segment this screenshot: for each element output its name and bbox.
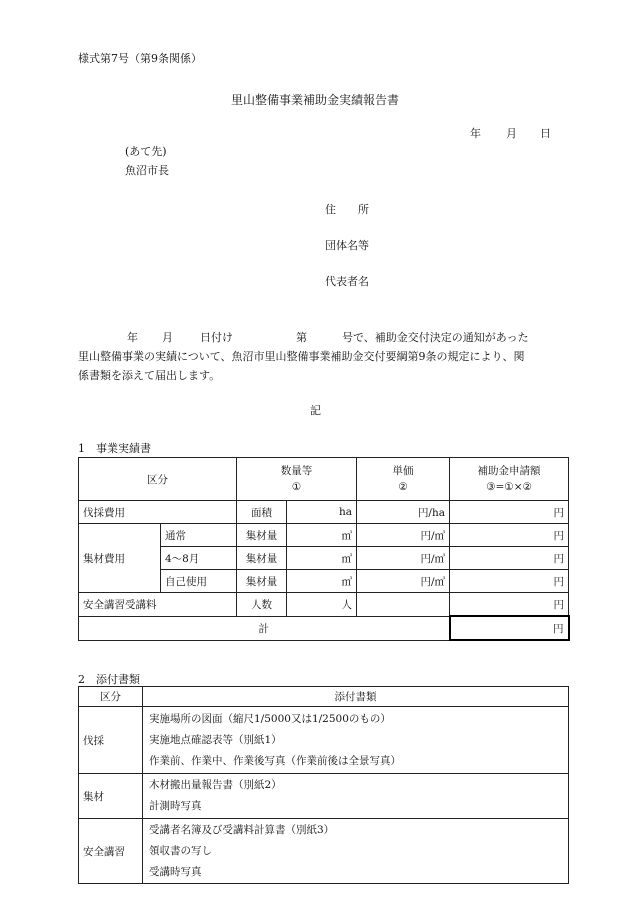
safety-unit: 人 (287, 593, 357, 617)
body-line3: 係書類を添えて届出します。 (78, 369, 221, 382)
collection-price-unit: 円/㎥ (357, 570, 450, 593)
collection-sub: 自己使用 (161, 570, 237, 593)
attach-header-category: 区分 (79, 687, 143, 707)
collection-item: 集材量 (237, 524, 287, 547)
attach-group-label: 伐採 (79, 707, 143, 774)
attach-doc: 領収書の写し (149, 844, 212, 857)
header-unit-price (357, 458, 450, 501)
safety-item: 人数 (237, 593, 287, 617)
body-line2: 里山整備事業の実績について、魚沼市里山整備事業補助金交付要綱第9条の規定により、関 (78, 350, 525, 363)
attach-doc: 実施場所の図面（縮尺1/5000又は1/2500のもの） (149, 712, 391, 725)
collection-price-unit: 円/㎥ (357, 524, 450, 547)
collection-item: 集材量 (237, 547, 287, 570)
attach-doc: 作業前、作業中、作業後写真（作業前後は全景写真） (149, 754, 401, 767)
collection-sub: 通常 (161, 524, 237, 547)
date-month-label: 月 (506, 127, 517, 140)
logging-yen: 円 (450, 501, 569, 524)
safety-price-empty (357, 593, 450, 617)
collection-yen: 円 (450, 547, 569, 570)
logging-unit: ha (287, 501, 357, 524)
row-safety (79, 593, 569, 617)
address-label: 住 所 (325, 203, 369, 216)
collection-item: 集材量 (237, 570, 287, 593)
attach-group-collection (79, 774, 569, 819)
row-collection-normal (79, 524, 569, 547)
header-quantity-number: ① (291, 481, 302, 493)
attach-group-docs (143, 819, 569, 884)
collection-unit: ㎥ (287, 547, 357, 570)
attach-group-docs (143, 707, 569, 774)
addressee-name: 魚沼市長 (125, 164, 169, 177)
collection-yen: 円 (450, 524, 569, 547)
body-number-prefix: 第 (296, 331, 307, 344)
attach-doc: 受講時写真 (149, 865, 202, 878)
logging-item: 面積 (237, 501, 287, 524)
logging-price-unit: 円/ha (357, 501, 450, 524)
section2-heading: 2 添付書類 (78, 673, 140, 686)
body-year: 年 (127, 331, 138, 344)
row-total (79, 616, 569, 640)
results-table (78, 457, 570, 641)
attach-group-label: 安全講習 (79, 819, 143, 884)
attach-doc: 木材搬出量報告書（別紙2） (149, 779, 282, 791)
date-year-label: 年 (470, 127, 481, 140)
header-unit-price-label: 単価 (392, 465, 414, 477)
attachments-header-row (79, 687, 569, 707)
section1-heading: 1 事業実績書 (78, 442, 151, 455)
attach-group-docs (143, 774, 569, 819)
safety-yen: 円 (450, 593, 569, 617)
body-day-suffix: 日付け (200, 331, 233, 344)
ki-heading: 記 (310, 404, 321, 417)
total-label: 計 (79, 616, 450, 640)
collection-label: 集材費用 (79, 524, 161, 593)
representative-label: 代表者名 (325, 275, 369, 288)
safety-label: 安全講習受講料 (79, 593, 237, 617)
header-quantity (237, 458, 357, 501)
body-line1-rest: 号で、補助金交付決定の通知があった (342, 331, 529, 344)
attach-group-label: 集材 (79, 774, 143, 819)
document-title: 里山整備事業補助金実績報告書 (230, 93, 399, 107)
results-header-row (79, 458, 569, 501)
header-subsidy (450, 458, 569, 501)
header-unit-price-number: ② (398, 481, 408, 493)
attach-group-safety (79, 819, 569, 884)
row-logging (79, 501, 569, 524)
date-day-label: 日 (540, 127, 551, 140)
attach-doc: 計測時写真 (149, 800, 202, 812)
header-subsidy-formula: ③=①×② (486, 481, 532, 493)
collection-yen: 円 (450, 570, 569, 593)
form-number: 様式第7号（第9条関係） (78, 52, 202, 65)
org-name-label: 団体名等 (325, 239, 369, 252)
attach-doc: 受講者名簿及び受講料計算書（別紙3） (149, 823, 335, 836)
collection-unit: ㎥ (287, 524, 357, 547)
addressee-label: (あて先) (125, 145, 167, 158)
attach-header-docs: 添付書類 (143, 687, 569, 707)
header-quantity-label: 数量等 (280, 465, 313, 477)
total-yen: 円 (450, 616, 569, 640)
header-subsidy-label: 補助金申請額 (477, 465, 541, 477)
logging-label: 伐採費用 (79, 501, 237, 524)
header-category: 区分 (79, 458, 237, 501)
attach-doc: 実施地点確認表等（別紙1） (149, 733, 282, 746)
attach-group-logging (79, 707, 569, 774)
collection-price-unit: 円/㎥ (357, 547, 450, 570)
attachments-table (78, 686, 569, 884)
collection-unit: ㎥ (287, 570, 357, 593)
body-month: 月 (162, 331, 173, 344)
collection-sub: 4〜8月 (161, 547, 237, 570)
